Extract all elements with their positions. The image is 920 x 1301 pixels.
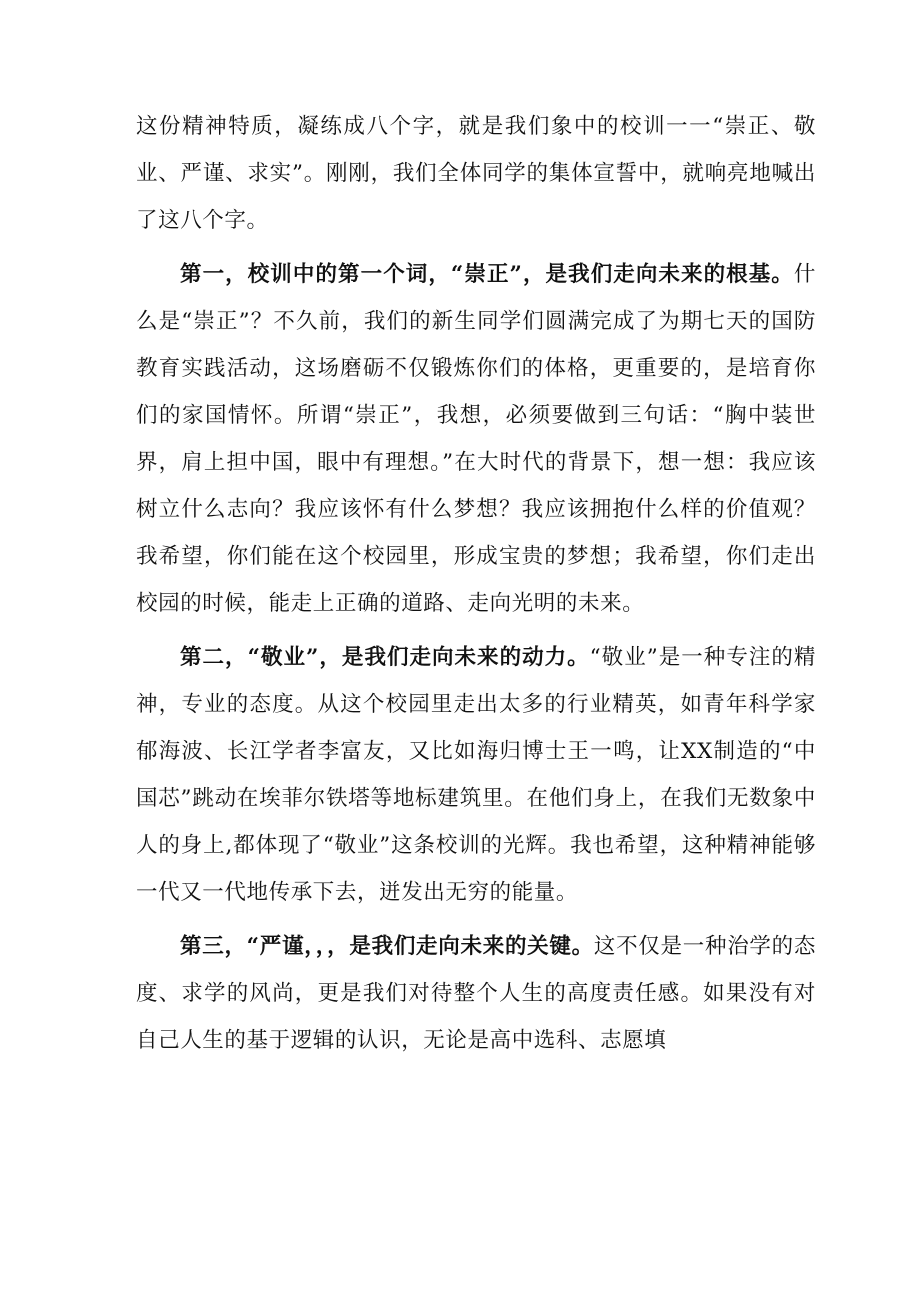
paragraph-2 — [136, 251, 816, 627]
paragraph-1-text: 这份精神特质，凝练成八个字，就是我们象中的校训一一“崇正、敬业、严谨、求实”。刚刚，我们全体同学的集体宣誓中，就响亮地喊出了这八个字。 — [136, 114, 816, 233]
paragraph-3 — [136, 634, 816, 916]
document-body — [136, 103, 816, 1071]
paragraph-1 — [136, 103, 816, 244]
paragraph-3-lead: 第二，“敬业”，是我们走向未来的动力。 — [180, 645, 590, 670]
paragraph-4 — [136, 923, 816, 1064]
paragraph-4-lead: 第三，“严谨，，，是我们走向未来的关键。 — [180, 934, 594, 959]
paragraph-2-lead: 第一，校训中的第一个词，“崇正”，是我们走向未来的根基。 — [180, 262, 794, 287]
paragraph-3-text: “敬业”是一种专注的精神，专业的态度。从这个校园里走出太多的行业精英，如青年科学家郁海波、长江学者李富友，又比如海归博士王一鸣，让XX制造的“中国芯”跳动在埃菲尔铁塔等地标建筑里。在他们身上，在我们无数象中人的身上,都体现了“敬业”这条校训的光辉。我也希望，这种精神能够一代又一代地传承下去，迸发出无穷的能量。 — [136, 645, 816, 905]
paragraph-4-text: 这不仅是一种治学的态度、求学的风尚，更是我们对待整个人生的高度责任感。如果没有对自己人生的基于逻辑的认识，无论是高中选科、志愿填 — [136, 934, 816, 1053]
paragraph-2-text: 什么是“崇正”？不久前，我们的新生同学们圆满完成了为期七天的国防教育实践活动，这场磨砺不仅锻炼你们的体格，更重要的，是培育你们的家国情怀。所谓“崇正”，我想，必须要做到三句话：“胸中装世界，肩上担中国，眼中有理想。”在大时代的背景下，想一想：我应该树立什么志向？我应该怀有什么梦想？我应该拥抱什么样的价值观？我希望，你们能在这个校园里，形成宝贵的梦想；我希望，你们走出校园的时候，能走上正确的道路、走向光明的未来。 — [136, 262, 816, 616]
